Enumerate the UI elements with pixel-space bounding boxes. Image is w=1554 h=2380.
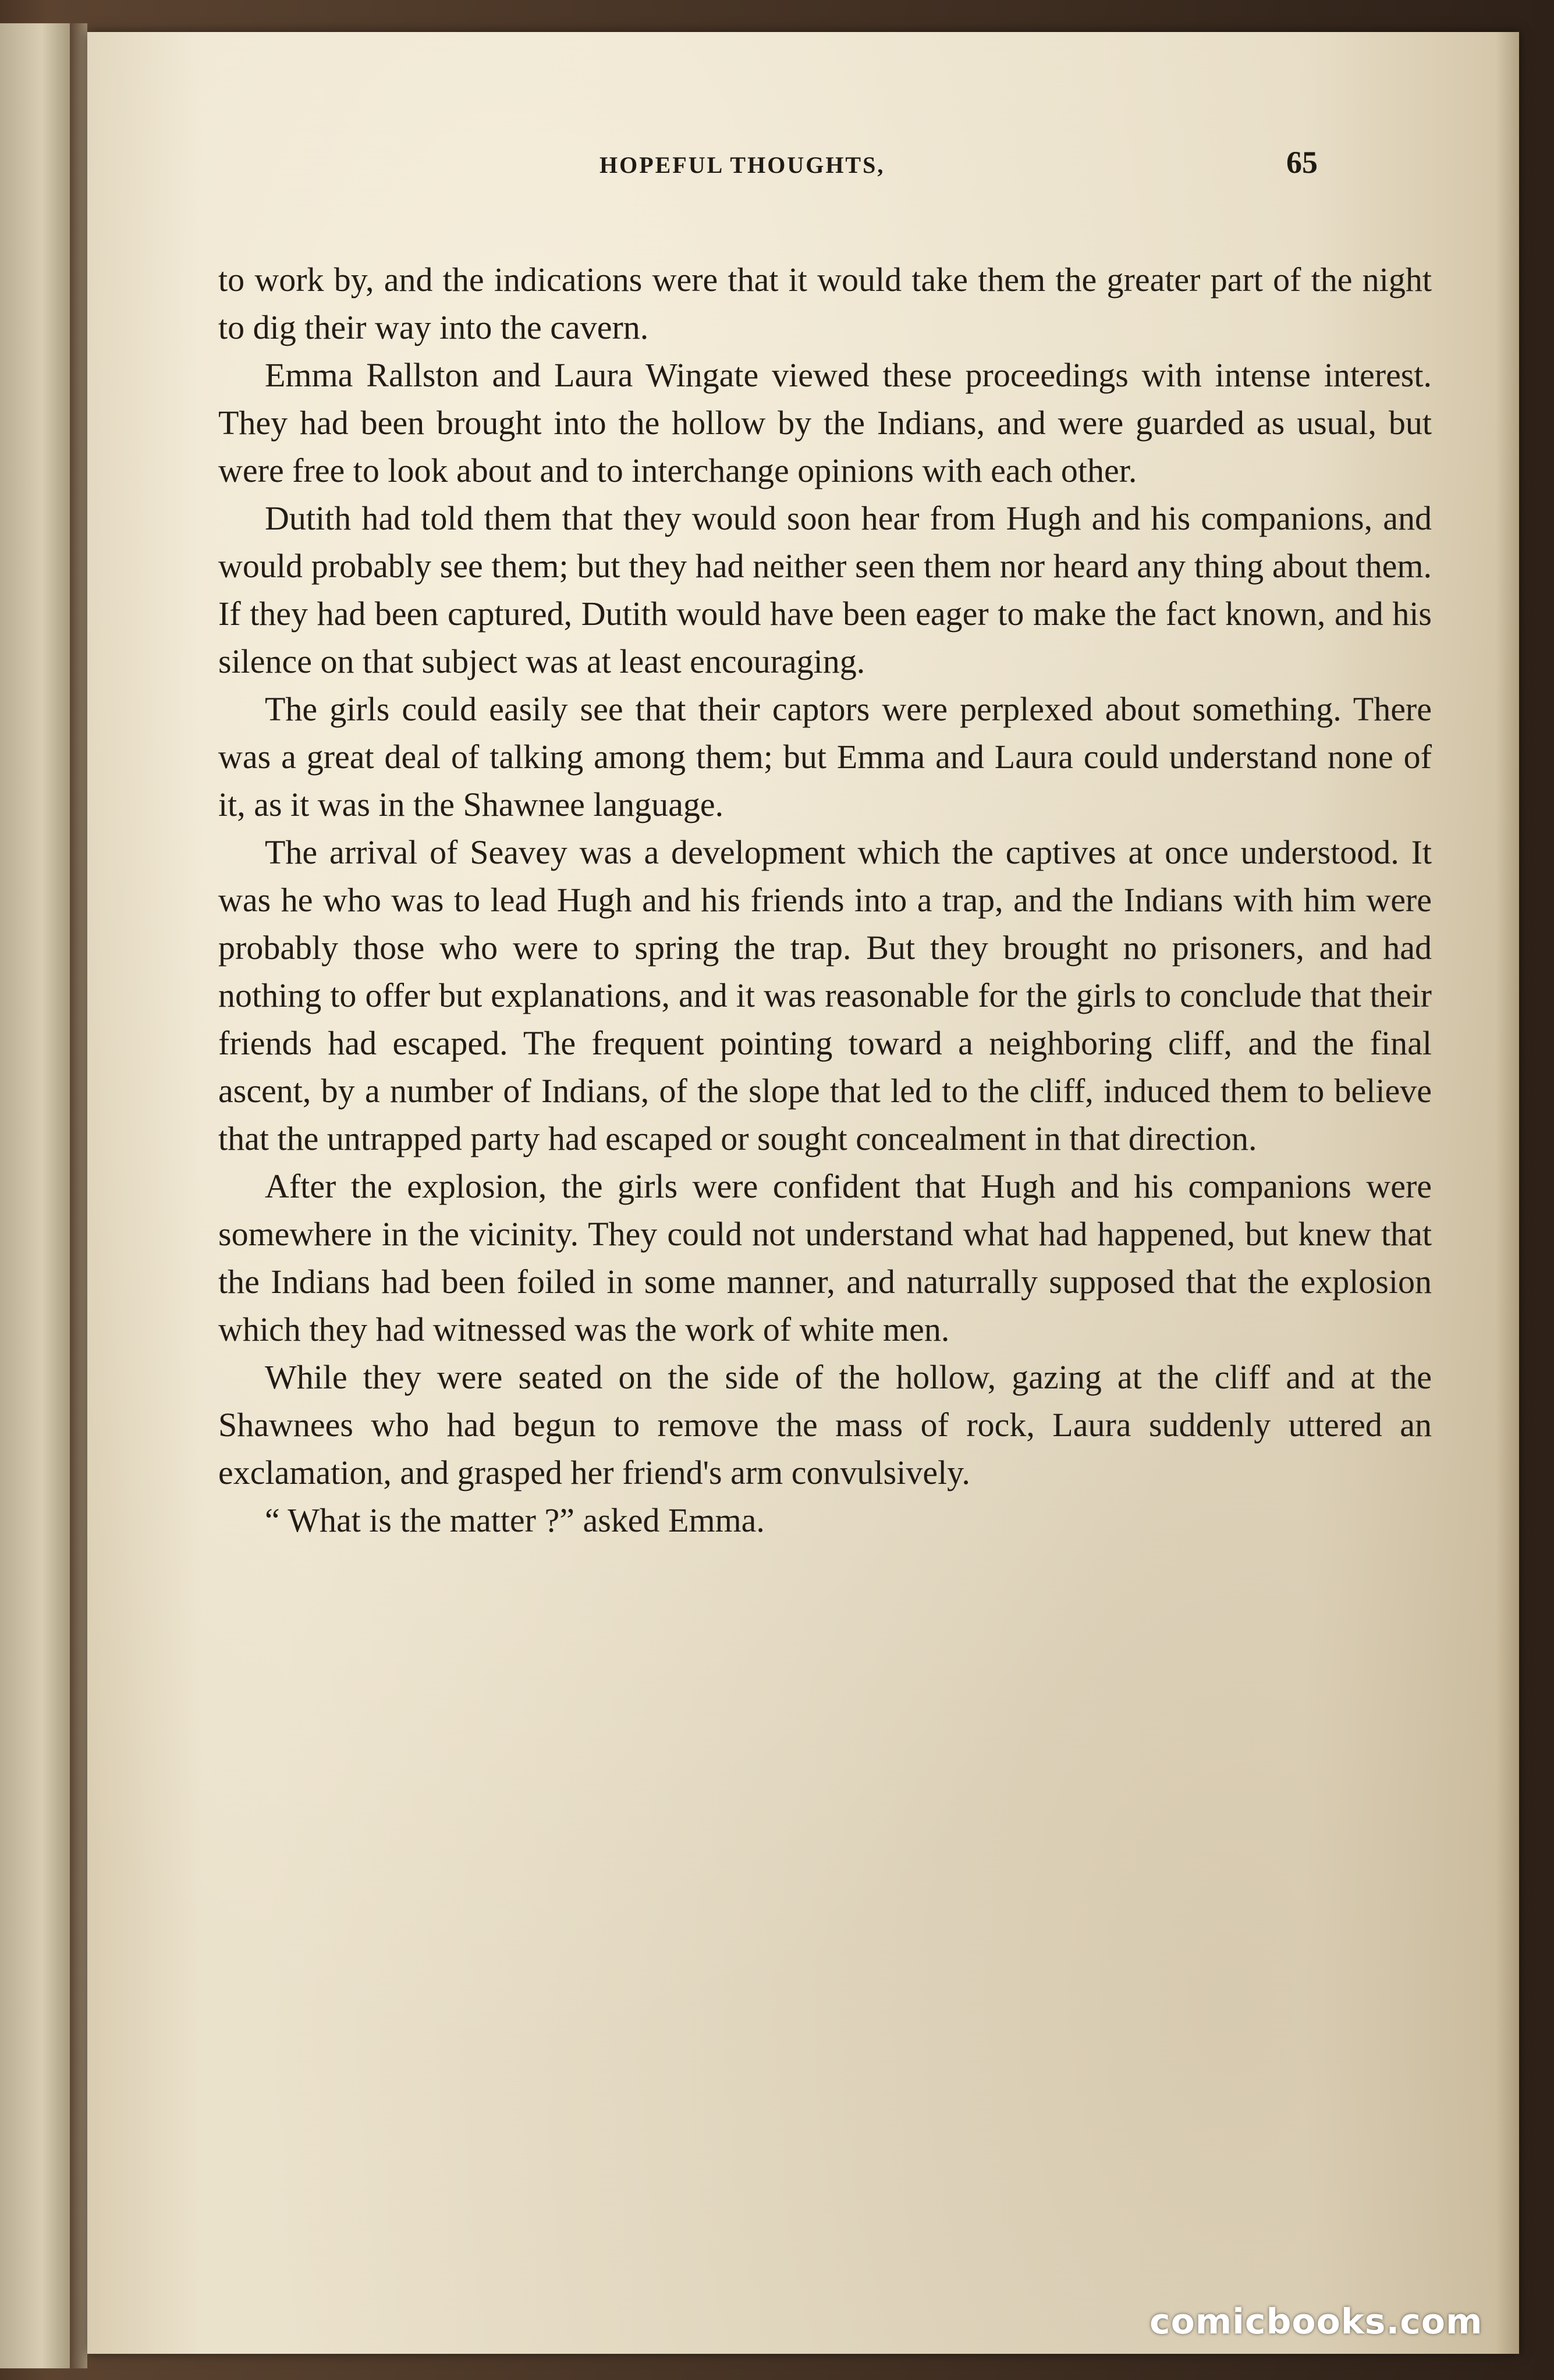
paragraph: The girls could easily see that their captors were perplexed about something. There was a great deal of talking among them; but Emma and Laura could understand none of it, as it was in the Shawnee language. (218, 690, 1432, 823)
book-gutter (70, 23, 87, 2368)
paragraph-dialogue: “ What is the matter ?” asked Emma. (265, 1501, 765, 1539)
page-edge-shadow (1496, 32, 1519, 2354)
running-title: HOPEFUL THOUGHTS, (599, 152, 885, 178)
book-page (87, 32, 1519, 2354)
paragraph: Dutith had told them that they would soon hear from Hugh and his companions, and would probably see them; but they had neither seen them nor heard any thing about them. If they had been captured, Dutith would have been eager to make the fact known, and his silence on that subject was at least encouraging. (218, 499, 1432, 680)
paragraph: While they were seated on the side of the hollow, gazing at the cliff and at the Shawnees who had begun to remove the mass of rock, Laura suddenly uttered an exclamation, and grasped her friend's arm convulsively. (218, 1358, 1432, 1491)
running-head (87, 145, 1519, 192)
paragraph: to work by, and the indications were that it would take them the greater part of the night to dig their way into the cavern. (218, 261, 1432, 346)
body-text (218, 256, 1432, 1544)
paragraph: The arrival of Seavey was a development which the captives at once understood. It was he who was to lead Hugh and his friends into a trap, and the Indians with him were probably those who were to spring the trap. But they brought no prisoners, and had nothing to offer but explanations, and it was reasonable for the girls to conclude that their friends had escaped. The frequent pointing toward a neighboring cliff, and the final ascent, by a number of Indians, of the slope that led to the cliff, induced them to believe that the untrapped party had escaped or sought concealment in that direction. (218, 833, 1432, 1157)
previous-page-edge (0, 23, 73, 2368)
paragraph: Emma Rallston and Laura Wingate viewed these proceedings with intense interest. They had been brought into the hollow by the Indians, and were guarded as usual, but were free to look about and to interchange opinions with each other. (218, 356, 1432, 489)
paragraph: After the explosion, the girls were confident that Hugh and his companions were somewhere in the vicinity. They could not understand what had happened, but knew that the Indians had been foiled in some manner, and naturrally supposed that the explosion which they had witnessed was the work of white men. (218, 1167, 1432, 1348)
watermark: comicbooks.com (1149, 2301, 1483, 2342)
page-number: 65 (1286, 145, 1318, 180)
